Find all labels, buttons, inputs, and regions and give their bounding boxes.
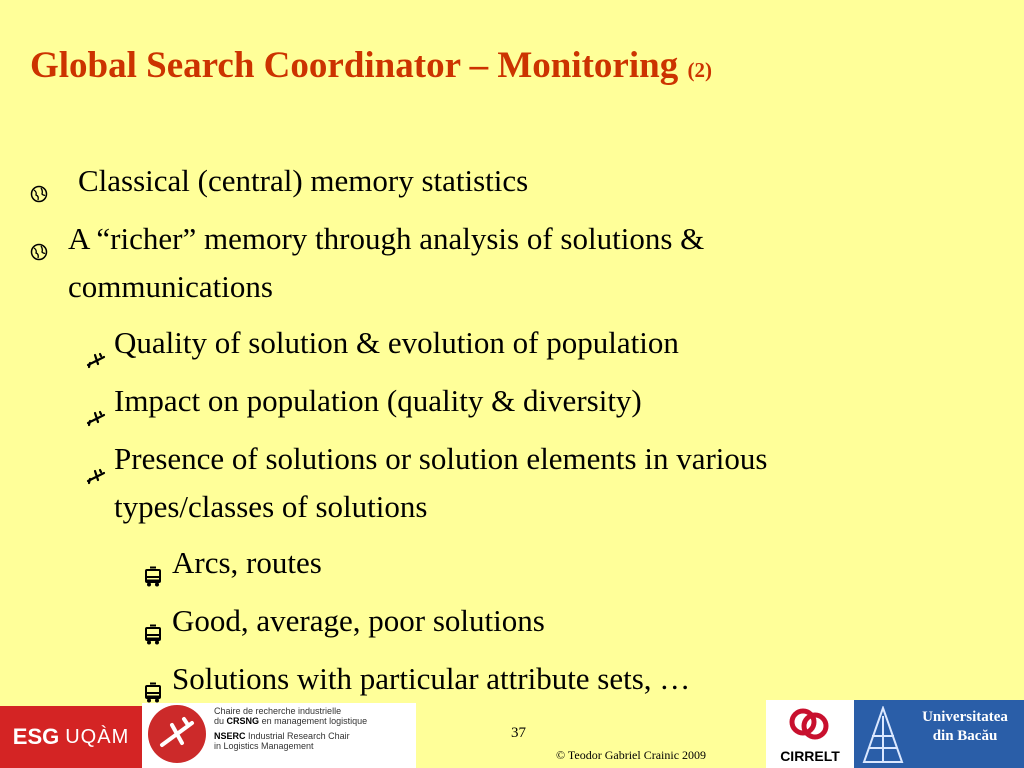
bullet-continuation [68,264,273,310]
esg-logo-text: ESG [12,724,60,749]
airplane-icon [86,452,108,498]
bullet-item [30,158,528,204]
chair-logo [142,703,416,768]
bullet-text: types/classes of solutions [114,489,428,524]
bullet-text: Good, average, poor solutions [172,603,545,638]
bus-icon [142,613,164,659]
sub-sub-bullet-item [142,540,322,586]
cirrelt-label: CIRRELT [780,748,840,764]
copyright: © Teodor Gabriel Crainic 2009 [556,748,707,762]
bus-icon [142,555,164,601]
slide-title-text: Global Search Coordinator – Monitoring [30,45,679,86]
sub-sub-bullet-item [142,656,690,702]
bacau-text [906,708,1024,746]
uqam-logo-text: UQÀM [65,725,130,748]
chair-line3: NSERC Industrial Research Chair [214,731,350,741]
bullet-text: Quality of solution & evolution of population [114,325,679,360]
bacau-line2: din Bacău [932,728,998,744]
bullet-text: Classical (central) memory statistics [78,163,529,198]
chair-line4: in Logistics Management [214,741,314,751]
bullet-text: communications [68,269,273,304]
cirrelt-emblem-icon [788,704,830,744]
bullet-text: Impact on population (quality & diversity) [114,383,642,418]
sub-bullet-item [86,378,642,424]
bullet-text: Solutions with particular attribute sets, … [172,661,691,696]
sub-bullet-item [86,320,679,366]
airplane-icon [86,336,108,382]
university-emblem-icon [860,706,906,764]
cirrelt-logo [766,700,854,768]
chair-emblem-icon [148,705,206,763]
bullet-text: Presence of solutions or solution elements in various [114,441,768,476]
chair-text [214,706,367,751]
slide-title [30,44,712,87]
page-number: 37 [511,725,526,741]
slide-title-suffix: (2) [687,58,712,82]
bullet-text: A “richer” memory through analysis of solutions & [68,221,705,256]
bullet-continuation [114,484,427,530]
chair-line2: du CRSNG en management logistique [214,716,368,726]
bullet-item [30,216,704,262]
chair-line1: Chaire de recherche industrielle [214,706,342,716]
bacau-line1: Universitatea [922,709,1008,725]
sub-bullet-item [86,436,767,482]
esg-uqam-logo [0,706,142,768]
bullet-text: Arcs, routes [172,545,322,580]
globe-icon [30,171,48,217]
airplane-icon [86,394,108,440]
globe-icon [30,229,48,275]
bacau-university-logo [854,700,1024,768]
sub-sub-bullet-item [142,598,545,644]
